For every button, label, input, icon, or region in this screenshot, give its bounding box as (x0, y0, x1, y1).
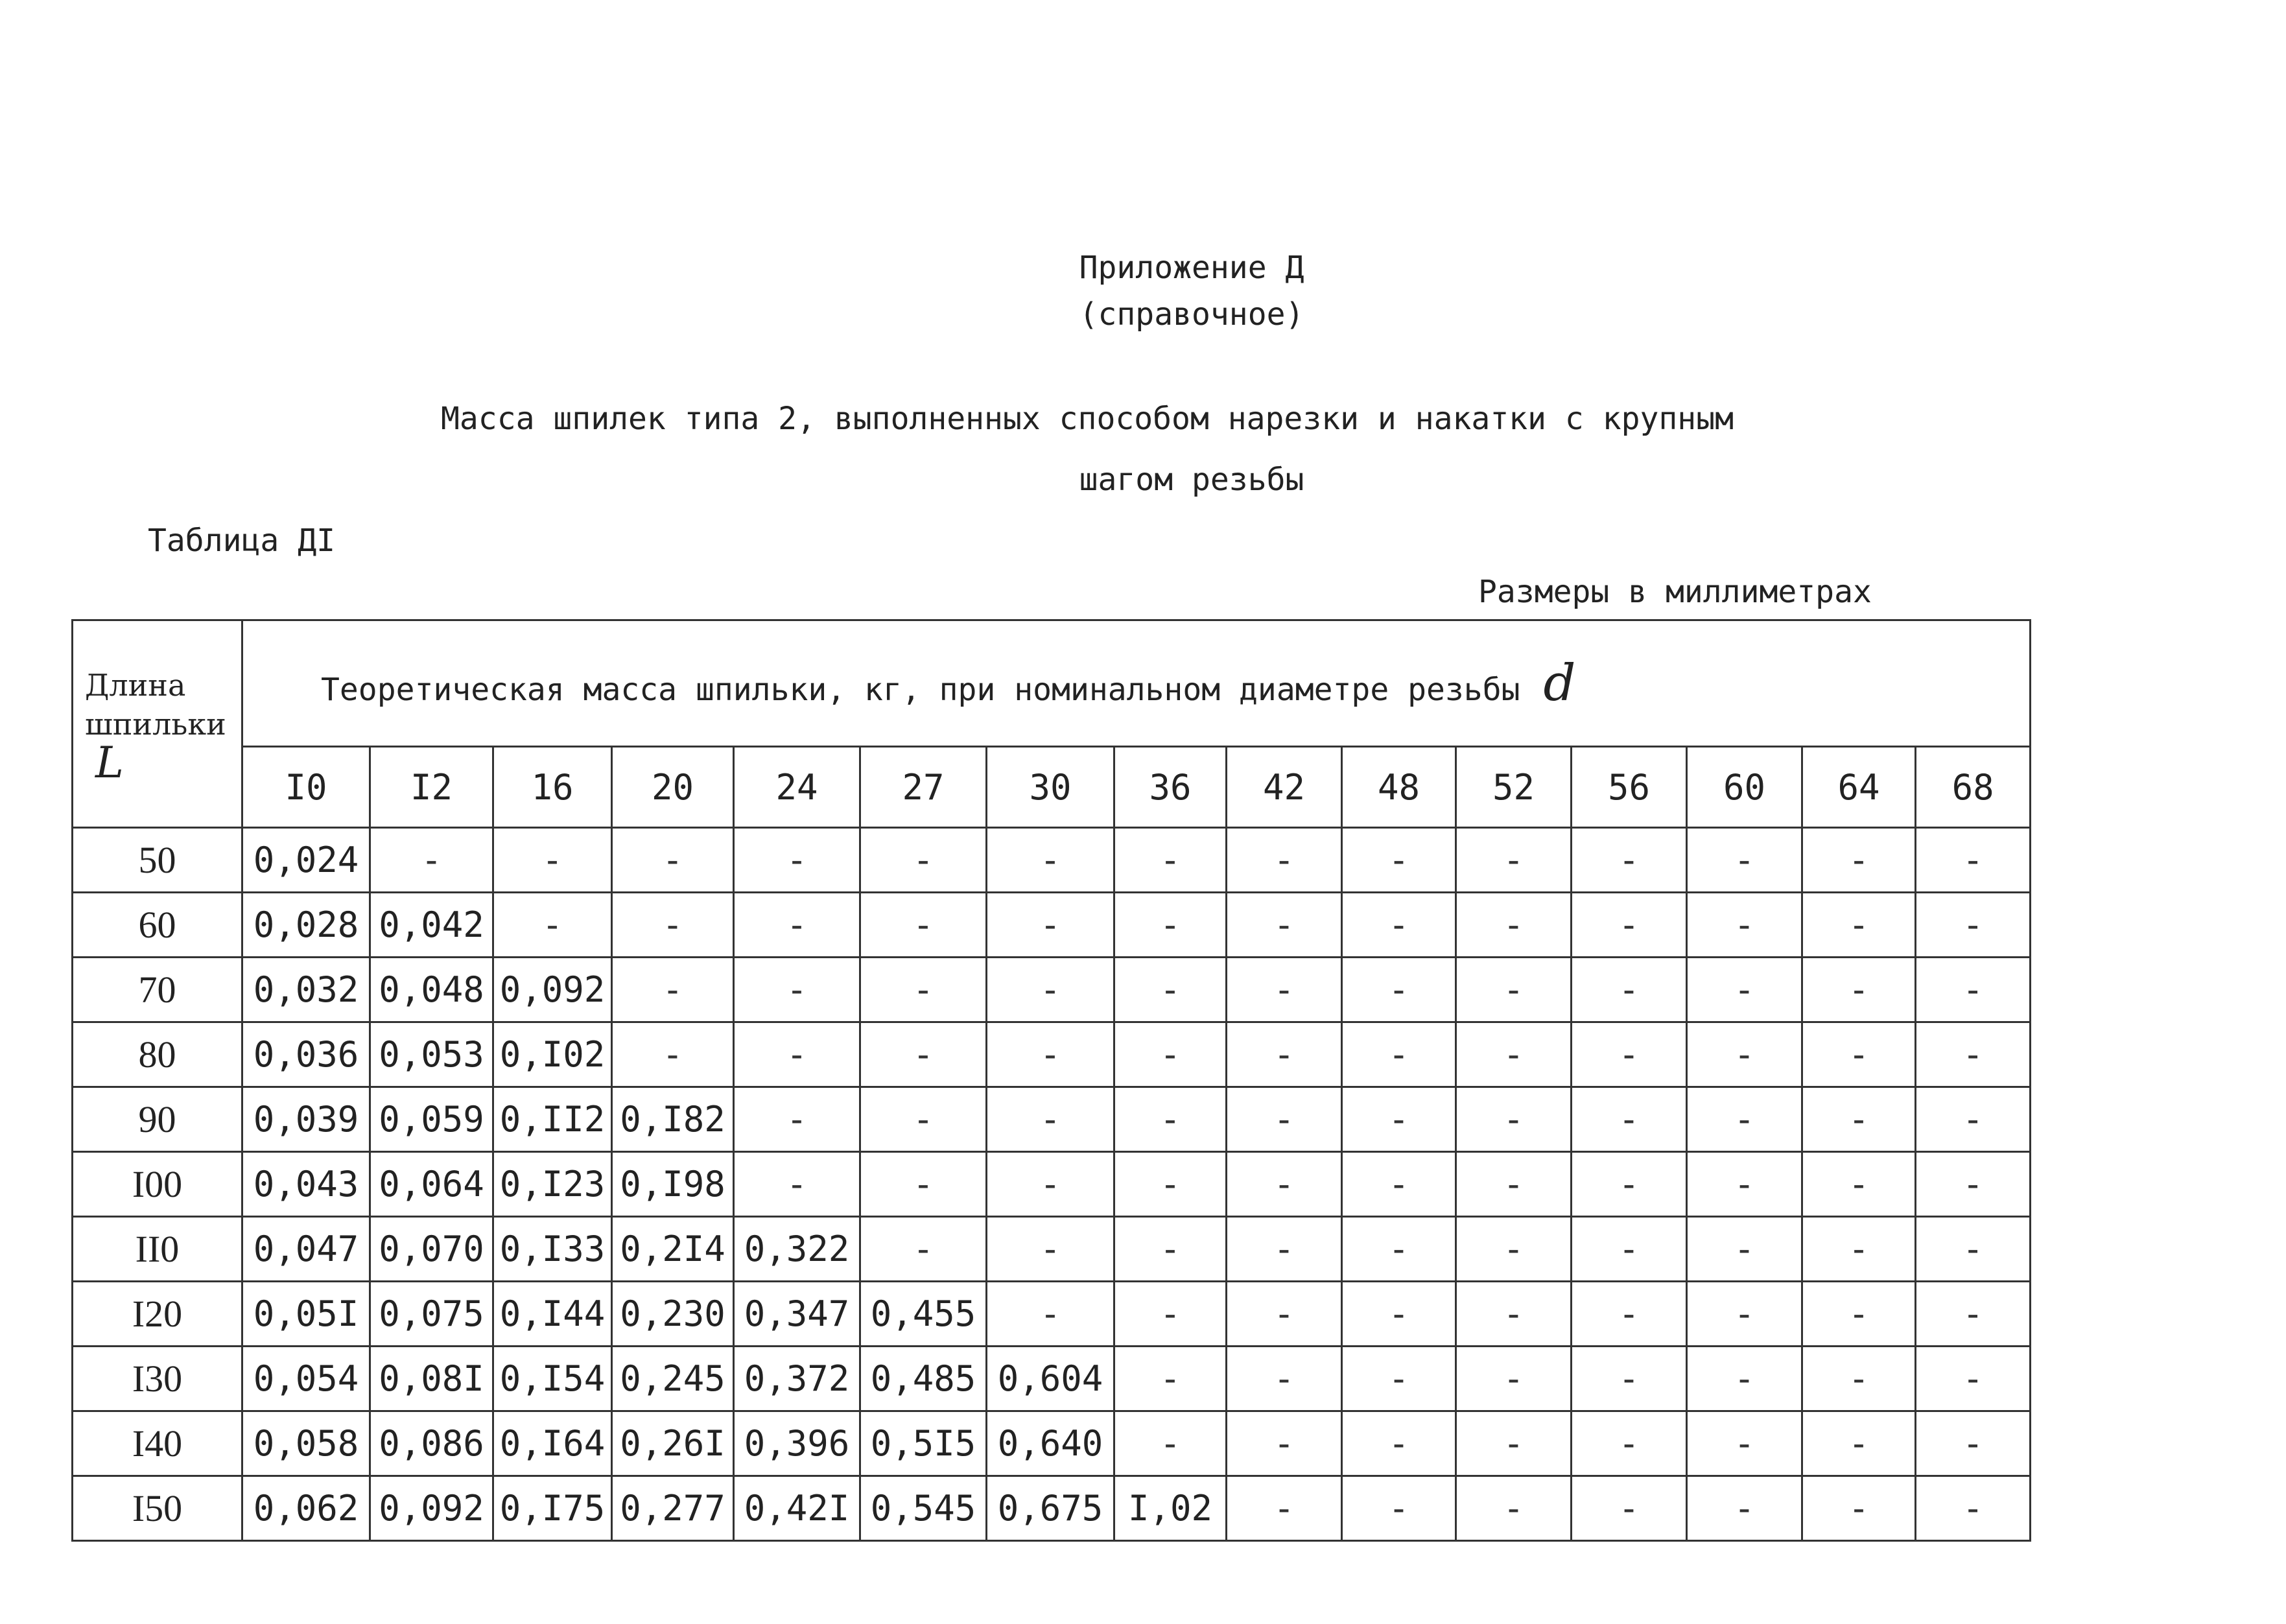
empty-mass-cell: - (734, 828, 860, 893)
empty-mass-cell: - (1802, 1347, 1916, 1411)
empty-mass-cell: - (1687, 1476, 1802, 1541)
empty-mass-cell: - (1342, 1347, 1456, 1411)
empty-mass-cell: - (1227, 1022, 1342, 1087)
mass-cell: 0,I33 (493, 1217, 612, 1282)
empty-mass-cell: - (1572, 1282, 1687, 1347)
length-cell: 70 (73, 958, 242, 1022)
empty-mass-cell: - (860, 1087, 987, 1152)
empty-mass-cell: - (1342, 1217, 1456, 1282)
length-cell: 50 (73, 828, 242, 893)
mass-table (71, 619, 2031, 1542)
mass-cell: 0,I64 (493, 1411, 612, 1476)
empty-mass-cell: - (1114, 893, 1227, 958)
empty-mass-cell: - (1114, 1282, 1227, 1347)
mass-cell: 0,675 (987, 1476, 1114, 1541)
empty-mass-cell: - (1916, 1347, 2031, 1411)
table-row (73, 893, 2031, 958)
mass-cell: 0,545 (860, 1476, 987, 1541)
length-cell: I00 (73, 1152, 242, 1217)
empty-mass-cell: - (1456, 958, 1572, 1022)
empty-mass-cell: - (1572, 1152, 1687, 1217)
empty-mass-cell: - (1572, 1476, 1687, 1541)
diameter-row (73, 747, 2031, 828)
mass-cell: 0,053 (370, 1022, 493, 1087)
empty-mass-cell: - (1916, 1087, 2031, 1152)
empty-mass-cell: - (734, 893, 860, 958)
empty-mass-cell: - (1687, 828, 1802, 893)
empty-mass-cell: - (1802, 958, 1916, 1022)
empty-mass-cell: - (860, 1022, 987, 1087)
empty-mass-cell: - (1227, 1217, 1342, 1282)
empty-mass-cell: - (1342, 893, 1456, 958)
empty-mass-cell: - (1802, 1152, 1916, 1217)
empty-mass-cell: - (1572, 1411, 1687, 1476)
empty-mass-cell: - (987, 1022, 1114, 1087)
empty-mass-cell: - (1916, 1217, 2031, 1282)
empty-mass-cell: - (987, 828, 1114, 893)
mass-cell: 0,I54 (493, 1347, 612, 1411)
mass-cell: 0,396 (734, 1411, 860, 1476)
empty-mass-cell: - (1456, 1087, 1572, 1152)
table-label: Таблица ДI (148, 523, 335, 559)
mass-cell: 0,I75 (493, 1476, 612, 1541)
empty-mass-cell: - (1456, 1152, 1572, 1217)
empty-mass-cell: - (1687, 1282, 1802, 1347)
mass-cell: 0,024 (242, 828, 370, 893)
mass-cell: 0,347 (734, 1282, 860, 1347)
mass-cell: 0,075 (370, 1282, 493, 1347)
empty-mass-cell: - (1802, 1411, 1916, 1476)
empty-mass-cell: - (1227, 1411, 1342, 1476)
empty-mass-cell: - (1456, 1411, 1572, 1476)
diameter-header: I0 (242, 747, 370, 828)
mass-cell: 0,086 (370, 1411, 493, 1476)
empty-mass-cell: - (1916, 958, 2031, 1022)
mass-cell: 0,048 (370, 958, 493, 1022)
empty-mass-cell: - (987, 893, 1114, 958)
empty-mass-cell: - (1802, 1476, 1916, 1541)
empty-mass-cell: - (1456, 828, 1572, 893)
empty-mass-cell: - (612, 1022, 734, 1087)
mass-header-text: Теоретическая масса шпильки, кг, при номинальном диаметре резьбы (321, 672, 1520, 708)
length-cell: I20 (73, 1282, 242, 1347)
mass-cell: 0,640 (987, 1411, 1114, 1476)
empty-mass-cell: - (987, 1087, 1114, 1152)
diameter-header: I2 (370, 747, 493, 828)
empty-mass-cell: - (1227, 828, 1342, 893)
empty-mass-cell: - (987, 1282, 1114, 1347)
mass-cell: 0,092 (370, 1476, 493, 1541)
empty-mass-cell: - (1572, 1087, 1687, 1152)
mass-header (242, 620, 2031, 747)
mass-cell: 0,230 (612, 1282, 734, 1347)
mass-cell: 0,485 (860, 1347, 987, 1411)
empty-mass-cell: - (1456, 1022, 1572, 1087)
empty-mass-cell: - (1687, 893, 1802, 958)
empty-mass-cell: - (1687, 958, 1802, 1022)
empty-mass-cell: - (1114, 1217, 1227, 1282)
mass-cell: I,02 (1114, 1476, 1227, 1541)
units-note: Размеры в миллиметрах (1478, 574, 1872, 610)
mass-cell: 0,245 (612, 1347, 734, 1411)
diameter-symbol: d (1543, 654, 1576, 712)
empty-mass-cell: - (493, 893, 612, 958)
diameter-header: 27 (860, 747, 987, 828)
table-row (73, 1282, 2031, 1347)
diameter-header: 56 (1572, 747, 1687, 828)
empty-mass-cell: - (1802, 1087, 1916, 1152)
mass-cell: 0,322 (734, 1217, 860, 1282)
empty-mass-cell: - (1572, 1347, 1687, 1411)
mass-cell: 0,455 (860, 1282, 987, 1347)
empty-mass-cell: - (1572, 958, 1687, 1022)
mass-cell: 0,42I (734, 1476, 860, 1541)
empty-mass-cell: - (1572, 828, 1687, 893)
empty-mass-cell: - (1342, 1411, 1456, 1476)
mass-cell: 0,05I (242, 1282, 370, 1347)
diameter-header: 64 (1802, 747, 1916, 828)
mass-cell: 0,062 (242, 1476, 370, 1541)
table-row (73, 1411, 2031, 1476)
diameter-header: 52 (1456, 747, 1572, 828)
empty-mass-cell: - (860, 828, 987, 893)
table-title-line-1: Масса шпилек типа 2, выполненных способом нарезки и накатки с крупным (441, 401, 1734, 437)
header-row (73, 620, 2031, 747)
empty-mass-cell: - (1572, 1217, 1687, 1282)
empty-mass-cell: - (1114, 1411, 1227, 1476)
empty-mass-cell: - (1114, 1152, 1227, 1217)
empty-mass-cell: - (1916, 1282, 2031, 1347)
empty-mass-cell: - (1916, 1022, 2031, 1087)
empty-mass-cell: - (1227, 1282, 1342, 1347)
empty-mass-cell: - (1687, 1217, 1802, 1282)
empty-mass-cell: - (1916, 1152, 2031, 1217)
length-header-line-1: Длина (85, 667, 186, 703)
empty-mass-cell: - (1227, 1347, 1342, 1411)
mass-cell: 0,059 (370, 1087, 493, 1152)
empty-mass-cell: - (370, 828, 493, 893)
empty-mass-cell: - (1227, 958, 1342, 1022)
table-row (73, 1022, 2031, 1087)
mass-cell: 0,277 (612, 1476, 734, 1541)
empty-mass-cell: - (1227, 1476, 1342, 1541)
empty-mass-cell: - (1687, 1022, 1802, 1087)
empty-mass-cell: - (987, 1217, 1114, 1282)
table-body (73, 828, 2031, 1541)
mass-cell: 0,I23 (493, 1152, 612, 1217)
table-row (73, 1217, 2031, 1282)
mass-cell: 0,I82 (612, 1087, 734, 1152)
empty-mass-cell: - (1342, 958, 1456, 1022)
mass-cell: 0,058 (242, 1411, 370, 1476)
empty-mass-cell: - (987, 1152, 1114, 1217)
diameter-header: 36 (1114, 747, 1227, 828)
length-cell: 80 (73, 1022, 242, 1087)
empty-mass-cell: - (1802, 1282, 1916, 1347)
table-row (73, 1347, 2031, 1411)
empty-mass-cell: - (1456, 1217, 1572, 1282)
length-cell: II0 (73, 1217, 242, 1282)
length-symbol: L (95, 737, 124, 788)
mass-cell: 0,I02 (493, 1022, 612, 1087)
table-title-line-2: шагом резьбы (1079, 462, 1304, 498)
empty-mass-cell: - (860, 1217, 987, 1282)
diameter-header: 60 (1687, 747, 1802, 828)
length-cell: 90 (73, 1087, 242, 1152)
mass-cell: 0,5I5 (860, 1411, 987, 1476)
empty-mass-cell: - (1114, 828, 1227, 893)
empty-mass-cell: - (1114, 958, 1227, 1022)
empty-mass-cell: - (1572, 1022, 1687, 1087)
empty-mass-cell: - (612, 828, 734, 893)
empty-mass-cell: - (860, 958, 987, 1022)
empty-mass-cell: - (1342, 1022, 1456, 1087)
empty-mass-cell: - (612, 893, 734, 958)
mass-cell: 0,070 (370, 1217, 493, 1282)
empty-mass-cell: - (1114, 1087, 1227, 1152)
mass-cell: 0,042 (370, 893, 493, 958)
diameter-header: 42 (1227, 747, 1342, 828)
empty-mass-cell: - (1916, 1411, 2031, 1476)
empty-mass-cell: - (1802, 1217, 1916, 1282)
mass-cell: 0,372 (734, 1347, 860, 1411)
empty-mass-cell: - (1687, 1411, 1802, 1476)
empty-mass-cell: - (493, 828, 612, 893)
empty-mass-cell: - (1227, 1087, 1342, 1152)
diameter-header: 20 (612, 747, 734, 828)
empty-mass-cell: - (1342, 1282, 1456, 1347)
mass-cell: 0,036 (242, 1022, 370, 1087)
empty-mass-cell: - (1342, 1152, 1456, 1217)
empty-mass-cell: - (1802, 1022, 1916, 1087)
mass-cell: 0,064 (370, 1152, 493, 1217)
empty-mass-cell: - (1227, 893, 1342, 958)
length-header (73, 620, 242, 828)
empty-mass-cell: - (1456, 1347, 1572, 1411)
mass-cell: 0,028 (242, 893, 370, 958)
empty-mass-cell: - (1802, 828, 1916, 893)
empty-mass-cell: - (1687, 1152, 1802, 1217)
empty-mass-cell: - (1342, 828, 1456, 893)
length-cell: I30 (73, 1347, 242, 1411)
empty-mass-cell: - (860, 893, 987, 958)
empty-mass-cell: - (1456, 893, 1572, 958)
mass-cell: 0,I44 (493, 1282, 612, 1347)
appendix-note: (справочное) (1079, 296, 1304, 333)
appendix-title: Приложение Д (1079, 250, 1304, 286)
diameter-header: 30 (987, 747, 1114, 828)
length-cell: I40 (73, 1411, 242, 1476)
diameter-header: 68 (1916, 747, 2031, 828)
mass-cell: 0,08I (370, 1347, 493, 1411)
mass-cell: 0,26I (612, 1411, 734, 1476)
empty-mass-cell: - (734, 1022, 860, 1087)
empty-mass-cell: - (734, 1087, 860, 1152)
empty-mass-cell: - (1227, 1152, 1342, 1217)
mass-cell: 0,092 (493, 958, 612, 1022)
table-row (73, 958, 2031, 1022)
length-cell: I50 (73, 1476, 242, 1541)
mass-cell: 0,604 (987, 1347, 1114, 1411)
empty-mass-cell: - (734, 1152, 860, 1217)
empty-mass-cell: - (1916, 1476, 2031, 1541)
table-row (73, 1152, 2031, 1217)
empty-mass-cell: - (1456, 1476, 1572, 1541)
empty-mass-cell: - (1342, 1087, 1456, 1152)
mass-cell: 0,I98 (612, 1152, 734, 1217)
empty-mass-cell: - (1342, 1476, 1456, 1541)
empty-mass-cell: - (1114, 1022, 1227, 1087)
diameter-header: 16 (493, 747, 612, 828)
mass-cell: 0,II2 (493, 1087, 612, 1152)
mass-cell: 0,032 (242, 958, 370, 1022)
empty-mass-cell: - (1916, 828, 2031, 893)
diameter-header: 24 (734, 747, 860, 828)
empty-mass-cell: - (612, 958, 734, 1022)
empty-mass-cell: - (987, 958, 1114, 1022)
empty-mass-cell: - (1572, 893, 1687, 958)
mass-cell: 0,047 (242, 1217, 370, 1282)
empty-mass-cell: - (860, 1152, 987, 1217)
empty-mass-cell: - (734, 958, 860, 1022)
mass-cell: 0,2I4 (612, 1217, 734, 1282)
empty-mass-cell: - (1114, 1347, 1227, 1411)
table-row (73, 1087, 2031, 1152)
empty-mass-cell: - (1916, 893, 2031, 958)
empty-mass-cell: - (1687, 1347, 1802, 1411)
table-row (73, 1476, 2031, 1541)
empty-mass-cell: - (1802, 893, 1916, 958)
length-cell: 60 (73, 893, 242, 958)
mass-cell: 0,054 (242, 1347, 370, 1411)
mass-cell: 0,043 (242, 1152, 370, 1217)
length-header-line-2: шпильки (85, 706, 226, 742)
mass-cell: 0,039 (242, 1087, 370, 1152)
empty-mass-cell: - (1687, 1087, 1802, 1152)
diameter-header: 48 (1342, 747, 1456, 828)
table-row (73, 828, 2031, 893)
empty-mass-cell: - (1456, 1282, 1572, 1347)
